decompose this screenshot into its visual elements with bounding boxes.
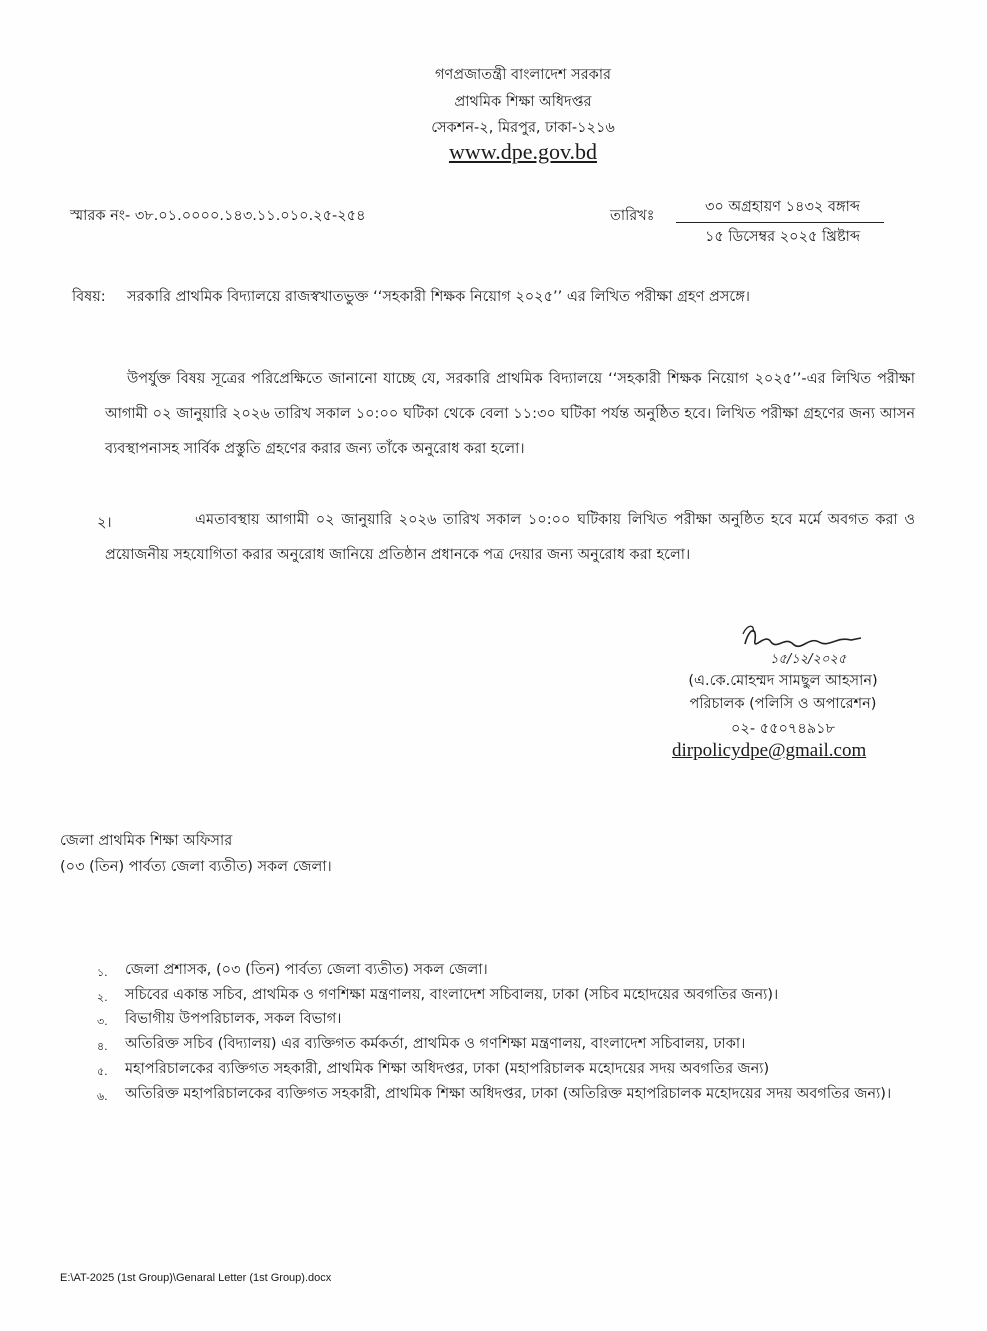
copy-number: ৩. [97,1015,108,1028]
signatory-name: (এ.কে.মোহম্মদ সামছুল আহসান) [688,673,878,689]
memo-number: স্মারক নং- ৩৮.০১.০০০০.১৪৩.১১.০১০.২৫-২৫৪ [70,208,366,224]
copy-item: মহাপরিচালকের ব্যক্তিগত সহকারী, প্রাথমিক শিক্ষা অধিদপ্তর, ঢাকা (মহাপরিচালক মহোদয়ের সদয় অবগতির জন্য) [125,1061,770,1077]
recipient-title: জেলা প্রাথমিক শিক্ষা অফিসার [60,833,233,849]
paragraph-2-number: ২। [97,515,112,531]
signature-date: ১৫/১২/২০২৫ [770,652,847,667]
copy-number: ৫. [97,1065,108,1078]
date-english: ১৫ ডিসেম্বর ২০২৫ খ্রিষ্টাব্দ [704,229,861,245]
signatory-designation: পরিচালক (পলিসি ও অপারেশন) [689,696,877,712]
copy-number: ৪. [97,1040,108,1053]
date-label: তারিখঃ [610,208,655,224]
date-bangla: ৩০ অগ্রহায়ণ ১৪৩২ বঙ্গাব্দ [705,199,860,215]
recipient-scope: (০৩ (তিন) পার্বত্য জেলা ব্যতীত) সকল জেলা। [60,859,332,875]
footer-file-path: E:\AT-2025 (1st Group)\Genaral Letter (1st Group).docx [60,1272,332,1284]
signatory-phone: ০২- ৫৫০৭৪৯১৮ [730,721,835,737]
copy-number: ১. [97,966,108,979]
copy-item: অতিরিক্ত সচিব (বিদ্যালয়) এর ব্যক্তিগত কর্মকর্তা, প্রাথমিক ও গণশিক্ষা মন্ত্রণালয়, বাংলাদেশ সচিবালয়, ঢাকা। [125,1036,746,1052]
subject-label: বিষয়: [72,289,106,305]
copy-item: অতিরিক্ত মহাপরিচালকের ব্যক্তিগত সহকারী, প্রাথমিক শিক্ষা অধিদপ্তর, ঢাকা (অতিরিক্ত মহাপরিচালক মহোদয়ের সদয় অবগতির জন্য)। [125,1086,892,1102]
header-department: প্রাথমিক শিক্ষা অধিদপ্তর [454,94,592,110]
body-paragraph-2: এমতাবস্থায় আগামী ০২ জানুয়ারি ২০২৬ তারিখ সকাল ১০:০০ ঘটিকায় লিখিত পরীক্ষা অনুষ্ঠিত হবে মর্মে অবগত করা ও প্রয়োজনীয় সহযোগিতা করার অনুরোধ জানিয়ে প্রতিষ্ঠান প্রধানকে পত্র দেয়ার জন্য অনুরোধ করা হলো। [105,512,915,563]
subject-text: সরকারি প্রাথমিক বিদ্যালয়ে রাজস্বখাতভুক্ত ‘‘সহকারী শিক্ষক নিয়োগ ২০২৫’’ এর লিখিত পরীক্ষা গ্রহণ প্রসঙ্গে। [127,289,750,305]
date-divider [676,222,884,223]
copy-item: বিভাগীয় উপপরিচালক, সকল বিভাগ। [125,1011,342,1027]
copy-number: ২. [97,991,108,1004]
header-website-link[interactable]: www.dpe.gov.bd [448,139,598,164]
header-government: গণপ্রজাতন্ত্রী বাংলাদেশ সরকার [434,67,611,83]
copy-item: জেলা প্রশাসক, (০৩ (তিন) পার্বত্য জেলা ব্যতীত) সকল জেলা। [125,962,488,978]
copy-item: সচিবের একান্ত সচিব, প্রাথমিক ও গণশিক্ষা মন্ত্রণালয়, বাংলাদেশ সচিবালয়, ঢাকা (সচিব মহোদয়ের অবগতির জন্য)। [125,987,779,1003]
copy-number: ৬. [97,1090,108,1103]
signatory-email-link[interactable]: dirpolicydpe@gmail.com [672,740,867,761]
body-paragraph-1: উপর্যুক্ত বিষয় সূত্রের পরিপ্রেক্ষিতে জানানো যাচ্ছে যে, সরকারি প্রাথমিক বিদ্যালয়ে ‘‘সহকারী শিক্ষক নিয়োগ ২০২৫’’-এর লিখিত পরীক্ষা আগামী ০২ জানুয়ারি ২০২৬ তারিখ সকাল ১০:০০ ঘটিকা থেকে বেলা ১১:৩০ ঘটিকা পর্যন্ত অনুষ্ঠিত হবে। লিখিত পরীক্ষা গ্রহণের জন্য আসন ব্যবস্থাপনাসহ সার্বিক প্রস্তুতি গ্রহণের করার জন্য তাঁকে অনুরোধ করা হলো। [105,371,915,457]
header-address: সেকশন-২, মিরপুর, ঢাকা-১২১৬ [431,120,615,136]
